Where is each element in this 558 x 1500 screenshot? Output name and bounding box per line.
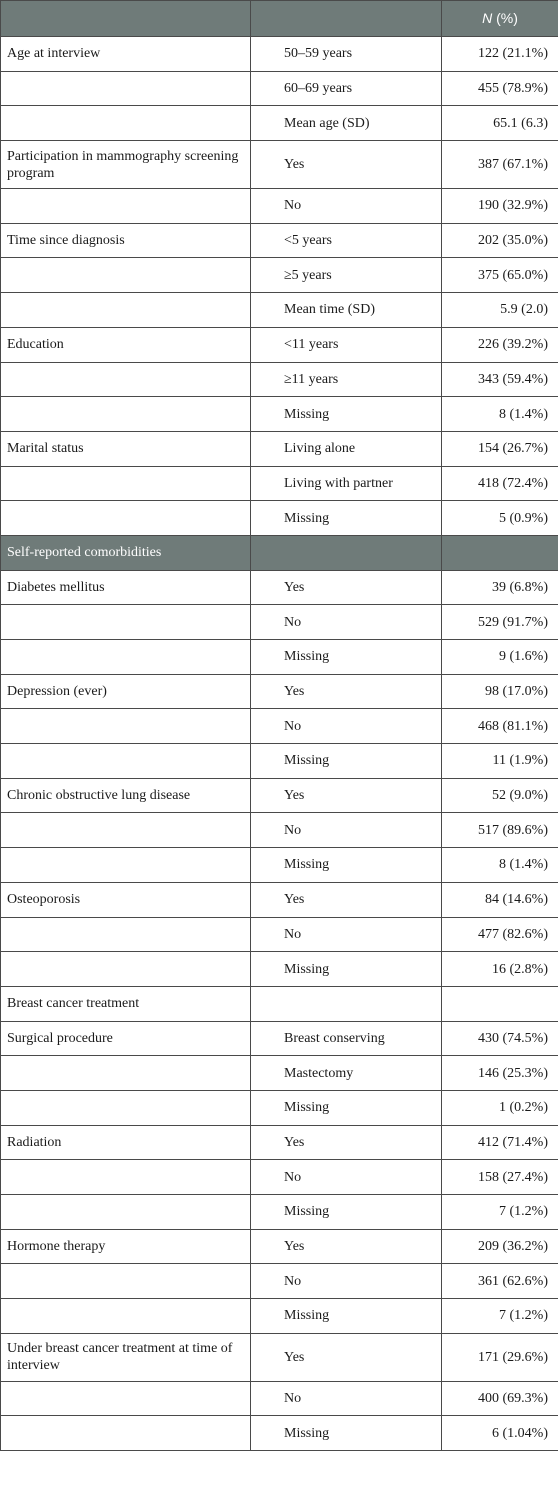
- category-cell: <11 years: [251, 327, 442, 362]
- value-cell: 468 (81.1%): [442, 709, 558, 744]
- value-cell: 412 (71.4%): [442, 1125, 558, 1160]
- table-row: [1, 1381, 558, 1416]
- variable-cell: Self-reported comorbidities: [1, 535, 251, 570]
- variable-cell: [1, 466, 251, 501]
- table-row: [1, 397, 558, 432]
- value-cell: 517 (89.6%): [442, 813, 558, 848]
- header-cell-variable: [1, 1, 251, 37]
- category-cell: Missing: [251, 1195, 442, 1230]
- subsection-row: [1, 986, 558, 1021]
- category-cell: Missing: [251, 397, 442, 432]
- table-row: [1, 813, 558, 848]
- value-cell: 8 (1.4%): [442, 397, 558, 432]
- value-cell: 375 (65.0%): [442, 258, 558, 293]
- value-cell: 226 (39.2%): [442, 327, 558, 362]
- variable-cell: Surgical procedure: [1, 1021, 251, 1056]
- value-cell: 171 (29.6%): [442, 1333, 558, 1381]
- variable-cell: Time since diagnosis: [1, 223, 251, 258]
- table-body: [1, 37, 558, 1451]
- value-cell: 84 (14.6%): [442, 882, 558, 917]
- header-n-symbol: N: [482, 10, 493, 26]
- value-cell: 202 (35.0%): [442, 223, 558, 258]
- variable-cell: Under breast cancer treatment at time of interview: [1, 1333, 251, 1381]
- header-percent-label: (%): [492, 10, 518, 26]
- category-cell: Missing: [251, 1090, 442, 1125]
- variable-cell: [1, 1381, 251, 1416]
- value-cell: 8 (1.4%): [442, 848, 558, 883]
- variable-cell: Age at interview: [1, 37, 251, 72]
- category-cell: Missing: [251, 952, 442, 987]
- value-cell: 455 (78.9%): [442, 71, 558, 106]
- variable-cell: Osteoporosis: [1, 882, 251, 917]
- table-row: [1, 71, 558, 106]
- variable-cell: [1, 1264, 251, 1299]
- table-row: [1, 744, 558, 779]
- value-cell: 418 (72.4%): [442, 466, 558, 501]
- category-cell: No: [251, 917, 442, 952]
- category-cell: Yes: [251, 1229, 442, 1264]
- category-cell: 60–69 years: [251, 71, 442, 106]
- value-cell: 5 (0.9%): [442, 501, 558, 536]
- category-cell: Mean time (SD): [251, 293, 442, 328]
- table-row: [1, 882, 558, 917]
- category-cell: Living with partner: [251, 466, 442, 501]
- value-cell: 400 (69.3%): [442, 1381, 558, 1416]
- category-cell: 50–59 years: [251, 37, 442, 72]
- variable-cell: [1, 1299, 251, 1334]
- table-row: [1, 778, 558, 813]
- value-cell: 39 (6.8%): [442, 570, 558, 605]
- table-row: [1, 917, 558, 952]
- category-cell: Missing: [251, 501, 442, 536]
- value-cell: 158 (27.4%): [442, 1160, 558, 1195]
- value-cell: 529 (91.7%): [442, 605, 558, 640]
- category-cell: No: [251, 1264, 442, 1299]
- variable-cell: [1, 71, 251, 106]
- table-row: [1, 674, 558, 709]
- variable-cell: [1, 362, 251, 397]
- category-cell: [251, 535, 442, 570]
- table-row: [1, 952, 558, 987]
- variable-cell: [1, 1090, 251, 1125]
- value-cell: 65.1 (6.3): [442, 106, 558, 141]
- table-row: [1, 189, 558, 224]
- category-cell: <5 years: [251, 223, 442, 258]
- category-cell: No: [251, 189, 442, 224]
- table-row: [1, 141, 558, 189]
- table-row: [1, 709, 558, 744]
- category-cell: No: [251, 709, 442, 744]
- category-cell: ≥5 years: [251, 258, 442, 293]
- variable-cell: [1, 917, 251, 952]
- table-row: [1, 1299, 558, 1334]
- category-cell: Yes: [251, 141, 442, 189]
- value-cell: 209 (36.2%): [442, 1229, 558, 1264]
- table-row: [1, 501, 558, 536]
- header-cell-category: [251, 1, 442, 37]
- value-cell: 343 (59.4%): [442, 362, 558, 397]
- value-cell: 146 (25.3%): [442, 1056, 558, 1091]
- category-cell: Missing: [251, 848, 442, 883]
- category-cell: Yes: [251, 674, 442, 709]
- table-row: [1, 362, 558, 397]
- category-cell: Missing: [251, 744, 442, 779]
- variable-cell: [1, 293, 251, 328]
- table-row: [1, 1416, 558, 1451]
- value-cell: 387 (67.1%): [442, 141, 558, 189]
- value-cell: 7 (1.2%): [442, 1299, 558, 1334]
- variable-cell: [1, 397, 251, 432]
- section-header-row: [1, 535, 558, 570]
- table-header-row: [1, 1, 558, 37]
- variable-cell: [1, 1416, 251, 1451]
- category-cell: [251, 986, 442, 1021]
- variable-cell: Chronic obstructive lung disease: [1, 778, 251, 813]
- variable-cell: [1, 813, 251, 848]
- table-row: [1, 1021, 558, 1056]
- value-cell: 1 (0.2%): [442, 1090, 558, 1125]
- variable-cell: [1, 709, 251, 744]
- table-row: [1, 106, 558, 141]
- table-row: [1, 466, 558, 501]
- variable-cell: [1, 640, 251, 675]
- value-cell: 361 (62.6%): [442, 1264, 558, 1299]
- value-cell: 16 (2.8%): [442, 952, 558, 987]
- variable-cell: [1, 189, 251, 224]
- category-cell: Yes: [251, 1125, 442, 1160]
- table-row: [1, 1229, 558, 1264]
- category-cell: Mastectomy: [251, 1056, 442, 1091]
- value-cell: 11 (1.9%): [442, 744, 558, 779]
- table-row: [1, 848, 558, 883]
- table-row: [1, 570, 558, 605]
- table-row: [1, 1160, 558, 1195]
- table-row: [1, 1056, 558, 1091]
- value-cell: [442, 986, 558, 1021]
- variable-cell: Marital status: [1, 431, 251, 466]
- variable-cell: [1, 1195, 251, 1230]
- value-cell: 5.9 (2.0): [442, 293, 558, 328]
- variable-cell: [1, 258, 251, 293]
- value-cell: 190 (32.9%): [442, 189, 558, 224]
- category-cell: Missing: [251, 1416, 442, 1451]
- table-row: [1, 1195, 558, 1230]
- variable-cell: [1, 1160, 251, 1195]
- variable-cell: Hormone therapy: [1, 1229, 251, 1264]
- category-cell: Missing: [251, 1299, 442, 1334]
- category-cell: Yes: [251, 1333, 442, 1381]
- variable-cell: Breast cancer treatment: [1, 986, 251, 1021]
- category-cell: Yes: [251, 778, 442, 813]
- header-cell-n-percent: [442, 1, 558, 37]
- table-row: [1, 37, 558, 72]
- table-row: [1, 1333, 558, 1381]
- variable-cell: Radiation: [1, 1125, 251, 1160]
- variable-cell: [1, 744, 251, 779]
- category-cell: Breast conserving: [251, 1021, 442, 1056]
- category-cell: No: [251, 813, 442, 848]
- category-cell: ≥11 years: [251, 362, 442, 397]
- table-row: [1, 1090, 558, 1125]
- variable-cell: Education: [1, 327, 251, 362]
- variable-cell: [1, 501, 251, 536]
- value-cell: 52 (9.0%): [442, 778, 558, 813]
- value-cell: 6 (1.04%): [442, 1416, 558, 1451]
- value-cell: 98 (17.0%): [442, 674, 558, 709]
- value-cell: 154 (26.7%): [442, 431, 558, 466]
- table-row: [1, 1125, 558, 1160]
- category-cell: Yes: [251, 570, 442, 605]
- variable-cell: Diabetes mellitus: [1, 570, 251, 605]
- variable-cell: [1, 106, 251, 141]
- variable-cell: [1, 952, 251, 987]
- table-row: [1, 431, 558, 466]
- variable-cell: Depression (ever): [1, 674, 251, 709]
- value-cell: 7 (1.2%): [442, 1195, 558, 1230]
- value-cell: 477 (82.6%): [442, 917, 558, 952]
- category-cell: Missing: [251, 640, 442, 675]
- category-cell: Yes: [251, 882, 442, 917]
- value-cell: [442, 535, 558, 570]
- table-row: [1, 605, 558, 640]
- category-cell: Living alone: [251, 431, 442, 466]
- value-cell: 122 (21.1%): [442, 37, 558, 72]
- table-row: [1, 258, 558, 293]
- table-row: [1, 293, 558, 328]
- table-row: [1, 1264, 558, 1299]
- variable-cell: [1, 605, 251, 640]
- table-row: [1, 327, 558, 362]
- value-cell: 430 (74.5%): [442, 1021, 558, 1056]
- variable-cell: [1, 848, 251, 883]
- category-cell: No: [251, 1381, 442, 1416]
- table-row: [1, 640, 558, 675]
- category-cell: No: [251, 605, 442, 640]
- value-cell: 9 (1.6%): [442, 640, 558, 675]
- table-row: [1, 223, 558, 258]
- variable-cell: [1, 1056, 251, 1091]
- variable-cell: Participation in mammography screening program: [1, 141, 251, 189]
- category-cell: No: [251, 1160, 442, 1195]
- category-cell: Mean age (SD): [251, 106, 442, 141]
